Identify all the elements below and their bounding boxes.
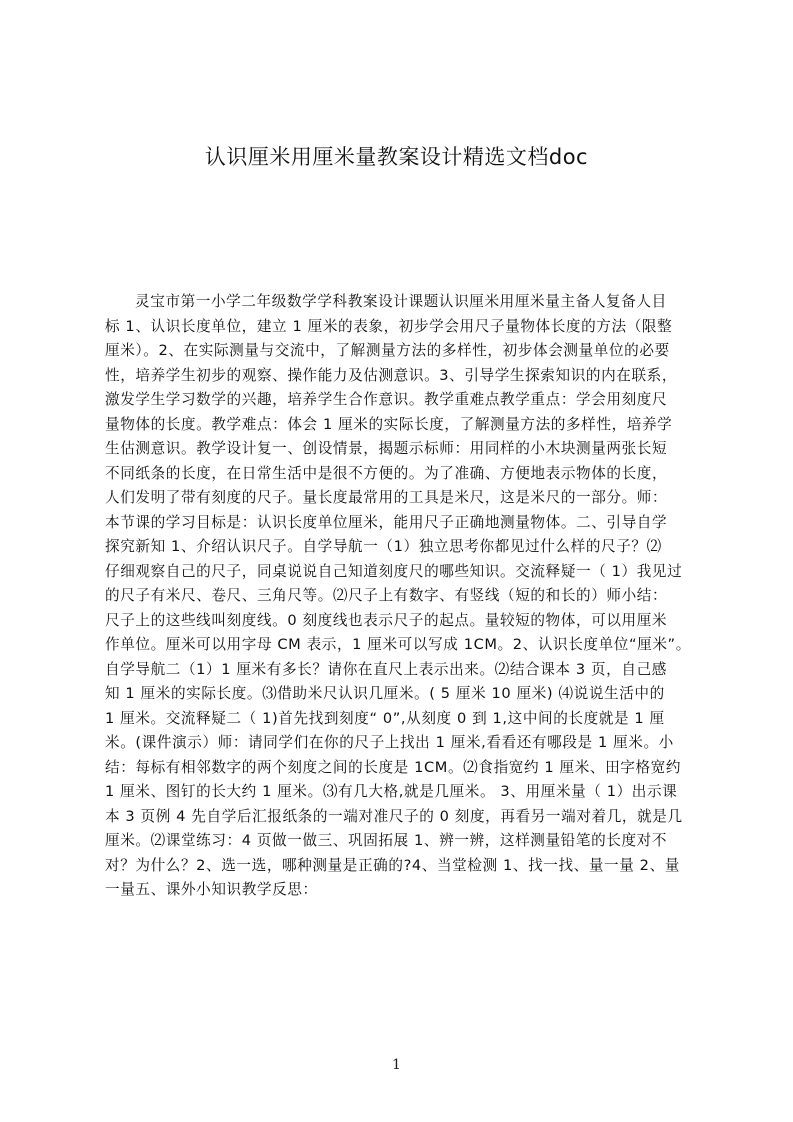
body-line: 人们发明了带有刻度的尺子。量长度最常用的工具是米尺，这是米尺的一部分。师：	[105, 489, 668, 506]
body-line: 结：每标有相邻数字的两个刻度之间的长度是 1CM。⑵食指宽约 1 厘米、田字格宽约	[105, 758, 682, 776]
body-line: 1 厘米、图钉的长大约 1 厘米。⑶有几大格,就是几厘米。 3、用厘米量（ 1）出示课	[105, 783, 678, 800]
body-line: 尺子上的这些线叫刻度线。0 刻度线也表示尺子的起点。量较短的物体，可以用厘米	[105, 611, 668, 629]
page-number: 1	[392, 1057, 401, 1073]
body-line: 探究新知 1、介绍认识尺子。自学导航一（1）独立思考你都见过什么样的尺子？⑵	[105, 538, 662, 555]
body-line: 不同纸条的长度，在日常生活中是很不方便的。为了准确、方便地表示物体的长度，	[105, 464, 668, 482]
body-line: 生估测意识。教学设计复一、创设情景，揭题示标师：用同样的小木块测量两张长短	[105, 440, 668, 457]
body-line: 对？为什么？2、选一选，哪种测量是正确的?4、当堂检测 1、找一找、量一量 2、量	[105, 856, 680, 874]
body-line: 一量五、课外小知识教学反思：	[105, 881, 318, 898]
body-line: 自学导航二（1）1 厘米有多长？请你在直尺上表示出来。⑵结合课本 3 页，自己感	[105, 660, 667, 678]
body-line: 本 3 页例 4 先自学后汇报纸条的一端对准尺子的 0 刻度，再看另一端对着几，就是几	[105, 807, 683, 825]
body-line: 灵宝市第一小学二年级数学学科教案设计课题认识厘米用厘米量主备人复备人目	[135, 293, 667, 310]
document-title: 认识厘米用厘米量教案设计精选文档doc	[204, 145, 589, 169]
body-line: 1 厘米。交流释疑二（ 1)首先找到刻度“ 0”,从刻度 0 到 1,这中间的长度就是 1 厘	[105, 709, 665, 727]
body-line: 米。(课件演示）师：请同学们在你的尺子上找出 1 厘米,看看还有哪段是 1 厘米。小	[105, 734, 674, 751]
body-line: 本节课的学习目标是：认识长度单位厘米，能用尺子正确地测量物体。二、引导自学	[105, 513, 668, 531]
body-line: 激发学生学习数学的兴趣，培养学生合作意识。教学重难点教学重点：学会用刻度尺	[105, 391, 668, 408]
body-line: 厘米）。2、在实际测量与交流中，了解测量方法的多样性，初步体会测量单位的必要	[105, 342, 670, 359]
body-line: 知 1 厘米的实际长度。⑶借助米尺认识几厘米。( 5 厘米 10 厘米) ⑷说说生活中的	[105, 685, 665, 702]
body-line: 的尺子有米尺、卷尺、三角尺等。⑵尺子上有数字、有竖线（短的和长的）师小结：	[105, 587, 668, 604]
body-line: 仔细观察自己的尺子，同桌说说自己知道刻度尺的哪些知识。交流释疑一（ 1）我见过	[105, 562, 683, 580]
document-body	[105, 290, 695, 903]
body-line: 性，培养学生初步的观察、操作能力及估测意识。3、引导学生探索知识的内在联系，	[105, 366, 678, 384]
body-line: 厘米。⑵课堂练习：4 页做一做三、巩固拓展 1、辨一辨，这样测量铅笔的长度对不	[105, 832, 668, 849]
body-line: 标 1、认识长度单位，建立 1 厘米的表象，初步学会用尺子量物体长度的方法（限整	[105, 317, 673, 335]
body-line: 量物体的长度。教学难点：体会 1 厘米的实际长度，了解测量方法的多样性，培养学	[105, 415, 673, 433]
body-line: 作单位。厘米可以用字母 CM 表示，1 厘米可以写成 1CM。2、认识长度单位“厘米”。	[105, 636, 691, 653]
